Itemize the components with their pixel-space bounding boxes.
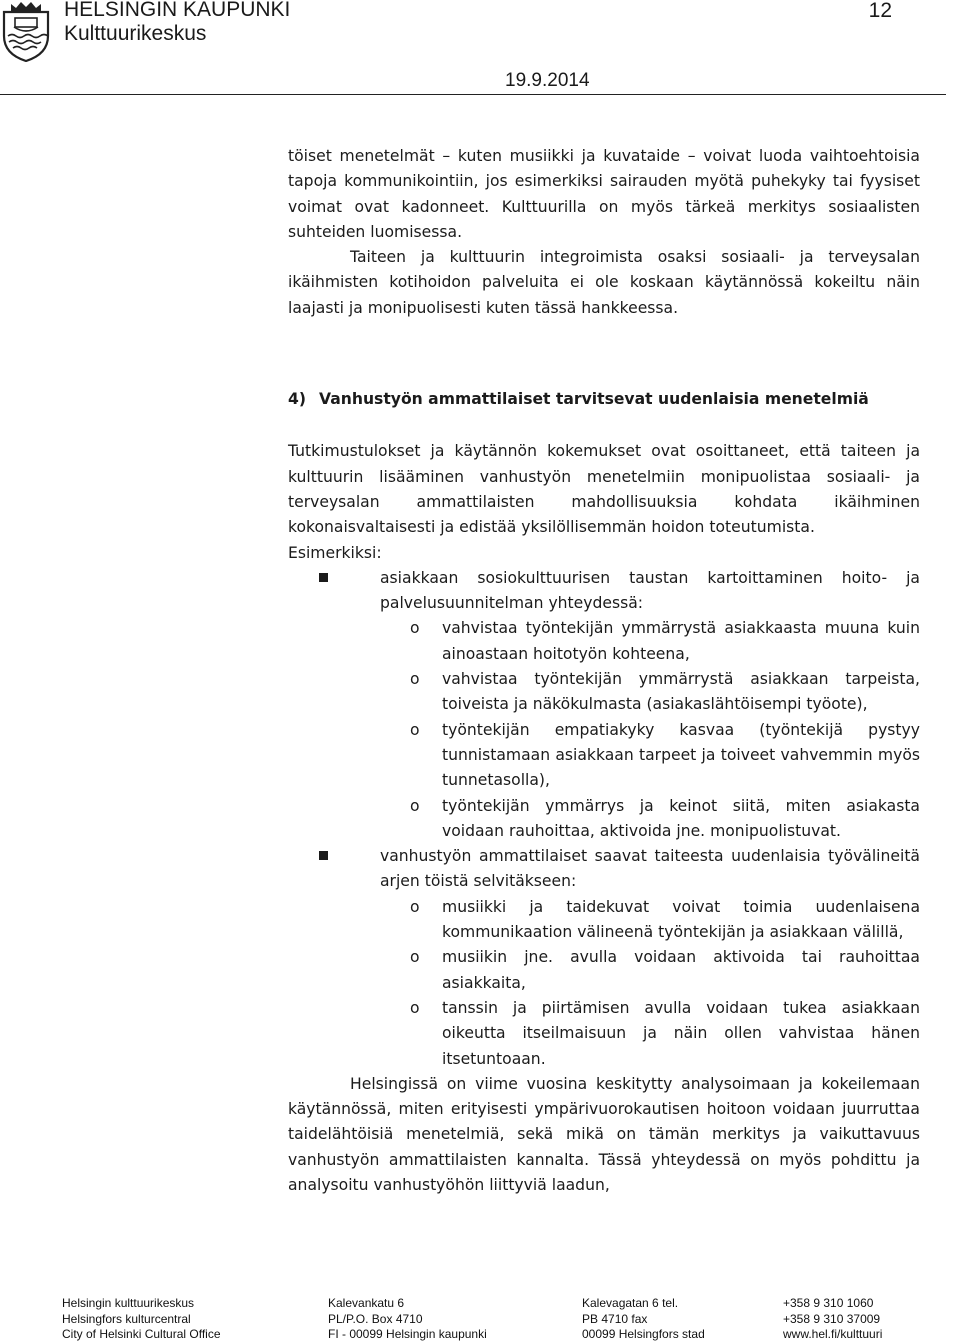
square-bullet-icon: [319, 573, 328, 582]
bullet-list: [288, 566, 920, 1072]
circle-bullet-icon: o: [410, 897, 420, 916]
sub-list-item-text: musiikki ja taidekuvat voivat toimia uudenlaisena kommunikaation välineenä työntekijän ja asiakkaan välillä,: [442, 897, 920, 942]
section-heading: [288, 387, 920, 412]
sub-list-item-text: musiikin jne. avulla voidaan aktivoida tai rauhoittaa asiakkaita,: [442, 948, 920, 992]
footer-line: 00099 Helsingfors stad: [582, 1327, 705, 1341]
circle-bullet-icon: o: [410, 720, 420, 739]
footer-address-sv: [582, 1296, 705, 1342]
footer-line: Kalevankatu 6: [328, 1296, 405, 1310]
sub-list-item-text: vahvistaa työntekijän ymmärrystä asiakkaan tarpeista, toiveista ja näkökulmasta (asiakaslähtöisempi työote),: [442, 670, 920, 714]
footer-line: PL/P.O. Box 4710: [328, 1311, 423, 1326]
list-item-text: asiakkaan sosiokulttuurisen taustan kartoittaminen hoito- ja palvelusuunnitelman yhteydessä:: [380, 568, 920, 613]
header-divider: [0, 94, 946, 95]
page-number: 12: [868, 0, 892, 22]
list-item-text: vanhustyön ammattilaiset saavat taiteesta uudenlaisia työvälineitä arjen töistä selvitäkseen:: [380, 847, 920, 891]
circle-bullet-icon: o: [410, 619, 420, 638]
sub-list-item-text: tanssin ja piirtämisen avulla voidaan tukea asiakkaan oikeutta itseilmaisuun ja näin ollen vahvistaa hänen itsetuntoaan.: [442, 998, 920, 1068]
page-header: [0, 0, 960, 96]
section-number: 4): [288, 390, 306, 409]
document-body: [288, 144, 920, 1198]
circle-bullet-icon: o: [410, 998, 420, 1017]
sub-list-item: [288, 895, 920, 946]
footer-line: City of Helsinki Cultural Office: [62, 1327, 221, 1341]
footer-organization: [62, 1296, 221, 1342]
footer-line: +358 9 310 37009: [783, 1311, 881, 1326]
organization-name: HELSINGIN KAUPUNKI: [64, 0, 291, 21]
sub-list-item: [288, 616, 920, 667]
helsinki-crest-icon: [0, 0, 52, 62]
section-title: Vanhustyön ammattilaiset tarvitsevat uudenlaisia menetelmiä: [319, 390, 869, 409]
sub-list-item-text: työntekijän ymmärrys ja keinot siitä, miten asiakasta voidaan rauhoittaa, aktivoida jne. monipuolistuvat.: [442, 796, 920, 840]
circle-bullet-icon: o: [410, 796, 420, 815]
circle-bullet-icon: o: [410, 670, 420, 689]
sub-list-item: [288, 945, 920, 996]
department-name: Kulttuurikeskus: [64, 22, 207, 45]
footer-contact: [783, 1296, 882, 1342]
document-date: 19.9.2014: [505, 70, 590, 91]
sub-list-item: [288, 996, 920, 1072]
sub-list-item: [288, 794, 920, 845]
examples-label: Esimerkiksi:: [288, 543, 382, 562]
footer-line: PB 4710 fax: [582, 1311, 648, 1326]
sub-list-item: [288, 667, 920, 718]
paragraph: Taiteen ja kulttuurin integroimista osaksi sosiaali- ja terveysalan ikäihmisten kotihoidon palveluita ei ole koskaan käytännössä kokeiltu näin laajasti ja monipuolisesti kuten tässä hankkeessa.: [288, 248, 920, 317]
paragraph: Helsingissä on viime vuosina keskitytty analysoimaan ja kokeilemaan käytännössä, miten erityisesti ympärivuorokautisen hoitoon voidaan juurruttaa taidelähtöisiä menetelmiä, sekä mikä on tämän merkitys ja vaikuttavuus vanhustyön ammattilaisten kannalta. Tässä yhteydessä on myös pohdittu ja analysoitu vanhustyöhön liittyviä laadun,: [288, 1074, 920, 1194]
footer-line: Helsingin kulttuurikeskus: [62, 1296, 195, 1310]
footer-line: Helsingfors kulturcentral: [62, 1311, 191, 1326]
sub-list-item-text: työntekijän empatiakyky kasvaa (työntekijä pystyy tunnistamaan asiakkaan tarpeet ja toiveet vahvemmin myös tunnetasolla),: [442, 720, 920, 790]
sub-list-item: [288, 718, 920, 794]
paragraph: töiset menetelmät – kuten musiikki ja kuvataide – voivat luoda vaihtoehtoisia tapoja kommunikointiin, jos esimerkiksi sairauden myötä puhekyky tai fyysiset voimat ovat kadonneet. Kulttuurilla on myös tärkeä merkitys sosiaalisten suhteiden luomisessa.: [288, 147, 920, 241]
sub-list-item-text: vahvistaa työntekijän ymmärrystä asiakkaasta muuna kuin ainoastaan hoitotyön kohteena,: [442, 619, 920, 663]
square-bullet-icon: [319, 851, 328, 860]
list-item: [288, 566, 920, 617]
list-item: [288, 844, 920, 895]
circle-bullet-icon: o: [410, 948, 420, 967]
footer-address-fi: [328, 1296, 487, 1342]
footer-line: FI - 00099 Helsingin kaupunki: [328, 1327, 487, 1341]
footer-line: +358 9 310 1060: [783, 1296, 874, 1310]
footer-line: www.hel.fi/kulttuuri: [783, 1327, 883, 1341]
paragraph: Tutkimustulokset ja käytännön kokemukset ovat osoittaneet, että taiteen ja kulttuurin lisääminen vanhustyön menetelmiin monipuolistaa sosiaali- ja terveysalan ammattilaisten mahdollisuuksia kohdata ikäihminen kokonaisvaltaisesti ja edistää yksilöllisemmän hoidon toteutumista.: [288, 442, 920, 537]
footer-line: Kalevagatan 6 tel.: [582, 1296, 679, 1310]
page-footer: [62, 1296, 942, 1342]
